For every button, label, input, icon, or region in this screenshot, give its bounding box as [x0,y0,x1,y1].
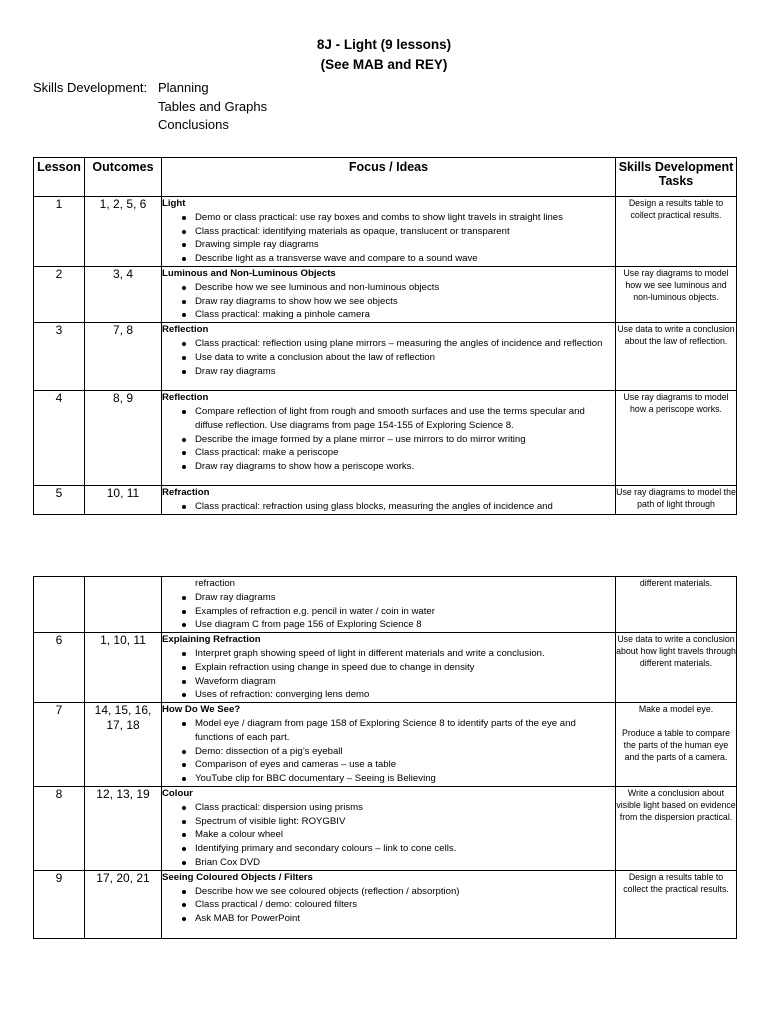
lesson-number: 8 [34,786,85,870]
focus-bullet: Use diagram C from page 156 of Exploring Science 8 [195,618,615,632]
lesson-outcomes [85,577,162,633]
focus-bullet: Draw ray diagrams [195,591,615,605]
lesson-outcomes: 10, 11 [85,486,162,515]
page-title: 8J - Light (9 lessons) [316,37,452,52]
lesson-focus [162,786,616,870]
lesson-number: 6 [34,633,85,703]
skills-task: different materials. [616,577,737,633]
lesson-outcomes: 8, 9 [85,391,162,486]
header-outcomes: Outcomes [85,158,162,197]
lesson-focus [162,870,616,938]
focus-bullet: Class practical: identifying materials as opaque, translucent or transparent [195,225,615,239]
focus-bullet: Class practical: reflection using plane mirrors – measuring the angles of incidence and reflection [195,337,615,351]
table-row [34,633,737,703]
lesson-focus [162,391,616,486]
focus-title: Luminous and Non-Luminous Objects [162,267,336,279]
focus-title: Seeing Coloured Objects / Filters [162,871,313,883]
header-focus: Focus / Ideas [162,158,616,197]
skills-task: Use data to write a conclusion about how light travels through different materials. [616,633,737,703]
focus-bullet: Compare reflection of light from rough and smooth surfaces and use the terms specular and diffuse reflection. Use diagrams from page 154-155 of Exploring Science 8. [195,405,615,433]
focus-title: Explaining Refraction [162,634,261,646]
lesson-outcomes: 17, 20, 21 [85,870,162,938]
table-row [34,786,737,870]
focus-bullet: Class practical: dispersion using prisms [195,801,615,815]
focus-bullet: Describe the image formed by a plane mirror – use mirrors to do mirror writing [195,433,615,447]
lesson-number: 3 [34,323,85,391]
lesson-outcomes: 1, 10, 11 [85,633,162,703]
table-row [34,391,737,486]
skills-item: Conclusions [158,117,229,132]
focus-bullet: Demo or class practical: use ray boxes and combs to show light travels in straight lines [195,211,615,225]
focus-bullet: Comparison of eyes and cameras – use a table [195,758,615,772]
skills-task: Use ray diagrams to model the path of light through [616,486,737,515]
focus-title: Light [162,198,186,209]
focus-bullet: Model eye / diagram from page 158 of Exploring Science 8 to identify parts of the eye and functions of each part. [195,717,615,745]
skills-item: Tables and Graphs [158,98,268,114]
focus-bullet: Class practical: making a pinhole camera [195,308,615,322]
table-row [34,197,737,267]
skills-task: Write a conclusion about visible light based on evidence from the dispersion practical. [616,786,737,870]
focus-bullet: Waveform diagram [195,675,615,689]
focus-title: Refraction [162,487,210,499]
table-row [34,266,737,322]
focus-bullet: Drawing simple ray diagrams [195,238,615,252]
focus-title: Colour [162,787,193,799]
focus-bullet: Uses of refraction: converging lens demo [195,688,615,702]
lesson-number [34,577,85,633]
lesson-outcomes: 12, 13, 19 [85,786,162,870]
focus-bullet: Describe how we see luminous and non-luminous objects [195,281,615,295]
focus-title: Reflection [162,392,209,404]
focus-bullet: Examples of refraction e.g. pencil in water / coin in water [195,605,615,619]
focus-bullet: Class practical: refraction using glass blocks, measuring the angles of incidence and [195,500,615,514]
focus-bullet: Identifying primary and secondary colours – link to cone cells. [195,842,615,856]
focus-bullet: Class practical: make a periscope [195,446,615,460]
focus-title: Reflection [162,324,209,336]
table-row [34,486,737,515]
lesson-focus [162,703,616,787]
focus-bullet: Use data to write a conclusion about the law of reflection [195,351,615,365]
focus-bullet: Draw ray diagrams to show how a periscope works. [195,460,615,474]
skills-development [33,79,267,135]
skills-label: Skills Development: [33,80,148,95]
focus-bullet: Interpret graph showing speed of light in different materials and write a conclusion. [195,647,615,661]
lesson-number: 2 [34,266,85,322]
header-lesson: Lesson [34,158,85,197]
skills-task: Use ray diagrams to model how a periscope works. [616,391,737,486]
skills-task-line: Produce a table to compare the parts of the human eye and the parts of a camera. [621,728,731,763]
focus-continued-text: refraction [195,578,235,589]
lesson-outcomes: 1, 2, 5, 6 [85,197,162,267]
lesson-focus [162,486,616,515]
focus-bullet: Demo: dissection of a pig’s eyeball [195,745,615,759]
focus-title: How Do We See? [162,704,241,716]
focus-bullet: Make a colour wheel [195,828,615,842]
page-subtitle: (See MAB and REY) [320,57,448,72]
lesson-outcomes: 3, 4 [85,266,162,322]
focus-bullet: Explain refraction using change in speed due to change in density [195,661,615,675]
skills-item: Planning [158,80,209,95]
skills-task: Use ray diagrams to model how we see luminous and non-luminous objects. [616,266,737,322]
focus-bullet: Describe light as a transverse wave and compare to a sound wave [195,252,615,266]
focus-bullet: Brian Cox DVD [195,856,615,870]
lesson-plan-table-continued [33,576,737,939]
lesson-focus [162,197,616,267]
lesson-number: 4 [34,391,85,486]
skills-task: Design a results table to collect practical results. [616,197,737,267]
header-tasks: Skills Development Tasks [616,158,737,197]
lesson-focus [162,633,616,703]
lesson-number: 1 [34,197,85,267]
lesson-number: 5 [34,486,85,515]
focus-bullet: Describe how we see coloured objects (reflection / absorption) [195,885,615,899]
table-row [34,870,737,938]
focus-bullet: Class practical / demo: coloured filters [195,898,615,912]
table-row [34,703,737,787]
skills-task: Use data to write a conclusion about the law of reflection. [616,323,737,391]
lesson-plan-table [33,157,737,515]
table-header-row [34,158,737,197]
focus-bullet: Spectrum of visible light: ROYGBIV [195,815,615,829]
lesson-outcomes: 14, 15, 16, 17, 18 [85,703,162,787]
lesson-outcomes: 7, 8 [85,323,162,391]
focus-bullet: Draw ray diagrams [195,365,615,379]
lesson-number: 9 [34,870,85,938]
focus-bullet: Ask MAB for PowerPoint [195,912,615,926]
table-row [34,577,737,633]
skills-task-line: Make a model eye. [638,704,714,715]
skills-task: Design a results table to collect the practical results. [616,870,737,938]
lesson-focus [162,266,616,322]
lesson-focus [162,577,616,633]
focus-bullet: YouTube clip for BBC documentary – Seeing is Believing [195,772,615,786]
lesson-focus [162,323,616,391]
skills-task [616,703,737,787]
table-row [34,323,737,391]
focus-bullet: Draw ray diagrams to show how we see objects [195,295,615,309]
lesson-number: 7 [34,703,85,787]
